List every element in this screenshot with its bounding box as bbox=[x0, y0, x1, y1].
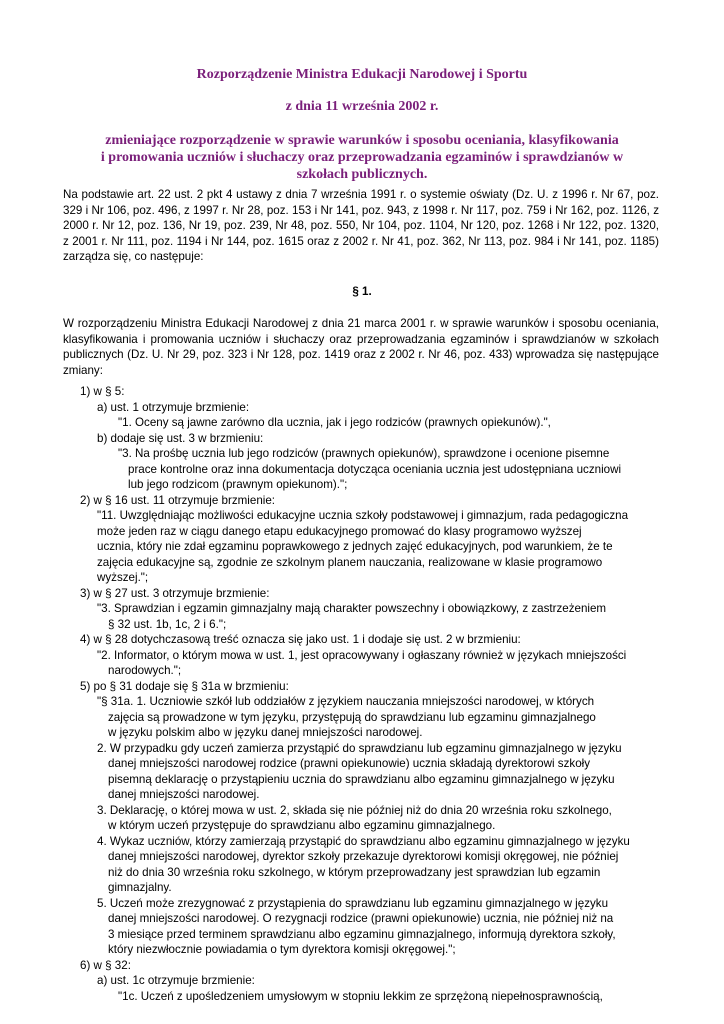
list-line: 5) po § 31 dodaje się § 31a w brzmieniu: bbox=[80, 679, 289, 693]
list-line: danej mniejszości narodowej rodzice (prawni opiekunowie) ucznia składają dyrektorowi szkoły bbox=[108, 757, 591, 770]
section-intro-paragraph: W rozporządzeniu Ministra Edukacji Narodowej z dnia 21 marca 2001 r. w sprawie warunków i sposobu oceniania, klasyfikowania i promowania uczniów i słuchaczy oraz przeprowadzania egzaminów i sprawdzianów w szkołach publicznych (Dz. U. Nr 29, poz. 323 i Nr 128, poz. 1419 oraz z 2002 r. Nr 46, poz. 433) wprowadza się następujące zmiany: bbox=[63, 317, 659, 377]
document-subject-line: zmieniające rozporządzenie w sprawie warunków i sposobu oceniania, klasyfikowania bbox=[105, 133, 619, 148]
list-line: w którym uczeń przystępuje do sprawdzianu albo egzaminu gimnazjalnego. bbox=[108, 819, 496, 832]
list-line: pisemną deklarację o przystąpieniu ucznia do sprawdzianu albo egzaminu gimnazjalnego w języku bbox=[108, 772, 615, 786]
list-line: narodowych."; bbox=[108, 664, 182, 677]
list-line: w języku polskim albo w języku danej mniejszości narodowej. bbox=[108, 726, 423, 739]
list-line: prace kontrolne oraz inna dokumentacja dotycząca oceniania ucznia jest udostępniana uczniowi bbox=[128, 462, 622, 476]
legal-basis-paragraph: Na podstawie art. 22 ust. 2 pkt 4 ustawy z dnia 7 września 1991 r. o systemie oświaty (Dz. U. z 1996 r. Nr 67, poz. 329 i Nr 106, poz. 496, z 1997 r. Nr 28, poz. 153 i Nr 141, poz. 943, z 1998 r. Nr 117, poz. 759 i Nr 162, poz. 1126, z 2000 r. Nr 12, poz. 136, Nr 19, poz. 239, Nr 48, poz. 550, Nr 104, poz. 1104, Nr 120, poz. 1268 i Nr 122, poz. 1320, z 2001 r. Nr 111, poz. 1194 i Nr 144, poz. 1615 oraz z 2002 r. Nr 41, poz. 362, Nr 113, poz. 984 i Nr 141, poz. 1185) zarządza się, co następuje: bbox=[63, 188, 659, 264]
list-line: może jeden raz w ciągu danego etapu edukacyjnego promować do klasy programowo wyższej bbox=[97, 524, 582, 538]
list-line: 4. Wykaz uczniów, którzy zamierzają przystąpić do sprawdzianu albo egzaminu gimnazjalnego w języku bbox=[97, 834, 630, 848]
list-line: a) ust. 1 otrzymuje brzmienie: bbox=[97, 400, 250, 414]
amendments-list bbox=[63, 384, 659, 1004]
section-heading: § 1. bbox=[352, 285, 372, 298]
document-subject-line: i promowania uczniów i słuchaczy oraz przeprowadzania egzaminów i sprawdzianów w bbox=[100, 150, 624, 165]
list-line: 4) w § 28 dotychczasową treść oznacza się jako ust. 1 i dodaje się ust. 2 w brzmieniu: bbox=[80, 633, 521, 646]
list-line: "1. Oceny są jawne zarówno dla ucznia, jak i jego rodziców (prawnych opiekunów).", bbox=[118, 416, 551, 429]
list-line: 2) w § 16 ust. 11 otrzymuje brzmienie: bbox=[80, 493, 276, 507]
list-line: gimnazjalny. bbox=[108, 881, 172, 894]
list-line: 1) w § 5: bbox=[80, 385, 125, 398]
document-title: Rozporządzenie Ministra Edukacji Narodowej i Sportu bbox=[196, 67, 528, 82]
list-line: wyższej."; bbox=[97, 571, 149, 584]
list-line: danej mniejszości narodowej. bbox=[108, 788, 260, 801]
list-line: zajęcia są prowadzone w tym języku, przystępują do sprawdzianu lub egzaminu gimnazjalnego bbox=[108, 710, 596, 724]
list-line: ucznia, który nie zdał egzaminu poprawkowego z jednych zajęć edukacyjnych, pod warunkiem, że te bbox=[97, 540, 613, 553]
list-line: lub jego rodzicom (prawnym opiekunom)."; bbox=[128, 478, 348, 491]
list-line: danej mniejszości narodowej. O rezygnacji rodzice (prawni opiekunowie) ucznia, nie później niż na bbox=[108, 912, 614, 925]
list-line: 3. Deklarację, o której mowa w ust. 2, składa się nie później niż do dnia 20 września roku szkolnego, bbox=[97, 803, 612, 817]
list-line: 5. Uczeń może zrezygnować z przystąpienia do sprawdzianu lub egzaminu gimnazjalnego w języku bbox=[97, 896, 609, 910]
list-line: zajęcia edukacyjne są, zgodnie ze szkolnym planem nauczania, realizowane w klasie programowo bbox=[97, 555, 603, 569]
list-line: § 32 ust. 1b, 1c, 2 i 6."; bbox=[108, 617, 227, 631]
document-subject-line: szkołach publicznych. bbox=[296, 167, 428, 182]
document-date: z dnia 11 września 2002 r. bbox=[285, 99, 439, 114]
list-line: który niezwłocznie powiadamia o tym dyrektora komisji okręgowej."; bbox=[108, 943, 456, 956]
list-line: "1c. Uczeń z upośledzeniem umysłowym w stopniu lekkim ze sprzężoną niepełnosprawnością, bbox=[118, 989, 603, 1003]
list-line: "§ 31a. 1. Uczniowie szkół lub oddziałów z językiem nauczania mniejszości narodowej, w których bbox=[97, 695, 595, 708]
list-line: b) dodaje się ust. 3 w brzmieniu: bbox=[97, 431, 264, 445]
list-line: "11. Uwzględniając możliwości edukacyjne ucznia szkoły podstawowej i gimnazjum, rada pedagogiczna bbox=[97, 509, 629, 522]
list-line: 3) w § 27 ust. 3 otrzymuje brzmienie: bbox=[80, 586, 270, 600]
list-line: "3. Na prośbę ucznia lub jego rodziców (prawnych opiekunów), sprawdzone i ocenione pisemne bbox=[118, 447, 610, 460]
list-line: 2. W przypadku gdy uczeń zamierza przystąpić do sprawdzianu lub egzaminu gimnazjalnego w języku bbox=[97, 741, 622, 755]
list-line: danej mniejszości narodowej, dyrektor szkoły przekazuje dyrektorowi komisji okręgowej, nie później bbox=[108, 850, 619, 863]
list-line: 3 miesiące przed terminem sprawdzianu albo egzaminu gimnazjalnego, informują dyrektora szkoły, bbox=[108, 927, 616, 941]
list-line: "3. Sprawdzian i egzamin gimnazjalny mają charakter powszechny i obowiązkowy, z zastrzeżeniem bbox=[97, 602, 607, 615]
list-line: niż do dnia 30 września roku szkolnego, w którym przeprowadzany jest sprawdzian lub egzamin bbox=[108, 865, 601, 879]
list-line: a) ust. 1c otrzymuje brzmienie: bbox=[97, 974, 255, 987]
document-subject bbox=[60, 132, 664, 183]
list-line: "2. Informator, o którym mowa w ust. 1, jest opracowywany i ogłaszany również w językach mniejszości bbox=[97, 648, 627, 662]
list-line: 6) w § 32: bbox=[80, 958, 131, 972]
